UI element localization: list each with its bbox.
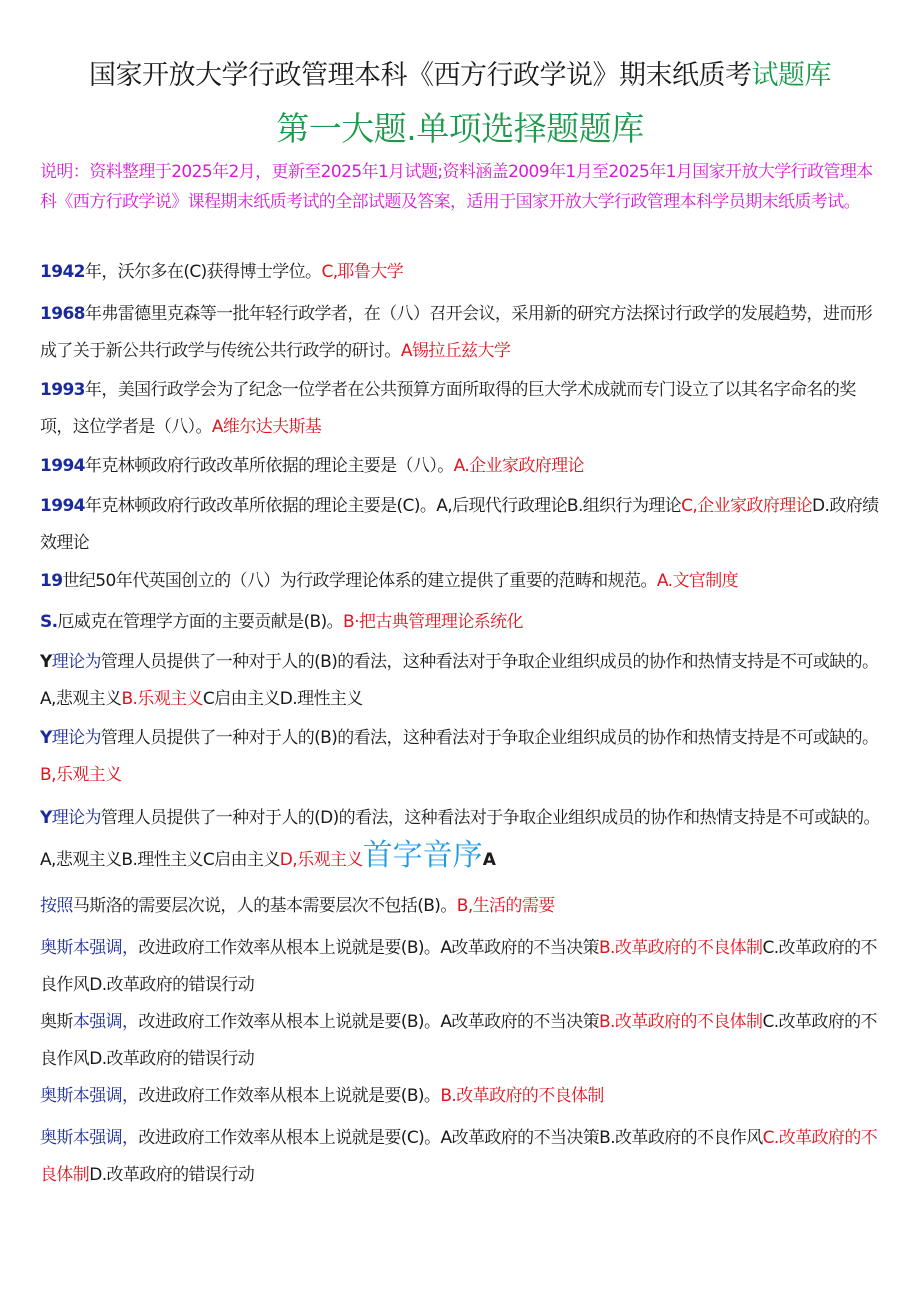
question-text: 厄威克在管理学方面的主要贡献是(B)。: [57, 612, 344, 632]
answer-text: A.企业家政府理论: [453, 456, 584, 476]
question-text: 年，沃尔多在(C)获得博士学位。: [84, 262, 322, 282]
question-lead-suffix: 本强调，: [72, 1012, 139, 1032]
answer-text: B.改革政府的不良体制: [598, 938, 763, 958]
question-item: [40, 800, 885, 879]
question-lead: 1994: [40, 456, 85, 476]
answer-text: A.文官制度: [656, 571, 739, 591]
answer-text: B.乐观主义: [121, 689, 203, 709]
answer-text: B,生活的需要: [456, 896, 555, 916]
question-text: 年，美国行政学会为了纪念一位学者在公共预算方面所取得的巨大学术成就而专门设立了以其名字命名的奖项，这位学者是（八）。: [40, 380, 856, 437]
question-lead: 1993: [40, 380, 85, 400]
question-lead: 按照: [40, 896, 73, 916]
question-text: 年克林顿政府行政改革所依据的理论主要是（八）。: [84, 456, 454, 476]
question-item: [40, 254, 885, 291]
question-text: 世纪50年代英国创立的（八）为行政学理论体系的建立提供了重要的范畴和规范。: [62, 571, 657, 591]
answer-text: C,耶鲁大学: [321, 262, 404, 282]
question-options-tail: C.改革政府的不良作风D.改革政府的错误行动: [40, 938, 877, 995]
answer-text: B.改革政府的不良体制: [598, 1012, 763, 1032]
question-lead: Y: [40, 808, 52, 828]
question-item: [40, 563, 885, 600]
question-text: 改进政府工作效率从根本上说就是要(B)。A改革政府的不当决策: [138, 938, 599, 958]
question-item: [40, 372, 885, 446]
title-main: 国家开放大学行政管理本科《西方行政学说》期末纸质考: [89, 60, 752, 91]
question-text: 改进政府工作效率从根本上说就是要(B)。A改革政府的不当决策: [138, 1012, 599, 1032]
question-lead: 奥斯本强调，: [40, 938, 139, 958]
question-item: [40, 720, 885, 794]
answer-text: A维尔达夫斯基: [211, 417, 322, 437]
title-green: 试题库: [751, 60, 831, 91]
question-item: [40, 488, 885, 562]
question-lead: Y: [40, 728, 52, 748]
page-title: [0, 56, 920, 96]
question-item: [40, 1120, 885, 1194]
answer-text: B,乐观主义: [40, 765, 122, 785]
question-lead: 19: [40, 571, 63, 591]
answer-text: B.改革政府的不良体制: [440, 1086, 604, 1106]
question-item: [40, 1078, 885, 1115]
question-item: [40, 296, 885, 370]
question-lead-suffix: 理论为: [51, 652, 101, 672]
question-item: [40, 448, 885, 485]
question-item: [40, 888, 885, 925]
index-tag: 首字音序: [362, 838, 483, 873]
answer-text: C.改革政府的不良体制: [40, 1128, 878, 1185]
question-lead: 奥斯本强调，: [40, 1128, 139, 1148]
index-letter: A: [482, 850, 496, 870]
question-text: 改进政府工作效率从根本上说就是要(B)。: [138, 1086, 441, 1106]
question-options-tail: D.改革政府的错误行动: [89, 1165, 255, 1185]
question-options-tail: D.政府绩效理论: [40, 496, 879, 553]
question-text: 管理人员提供了一种对于人的(B)的看法，这种看法对于争取企业组织成员的协作和热情支持是不可或缺的。: [100, 728, 879, 748]
question-lead: 1942: [40, 262, 85, 282]
question-text: 管理人员提供了一种对于人的(B)的看法，这种看法对于争取企业组织成员的协作和热情支持是不可或缺的。A,悲观主义: [40, 652, 879, 709]
question-lead: 奥斯本强调，: [40, 1086, 139, 1106]
question-lead: 1968: [40, 304, 85, 324]
question-options-tail: C.改革政府的不良作风D.改革政府的错误行动: [40, 1012, 877, 1069]
question-options-tail: C启由主义D.理性主义: [202, 689, 363, 709]
question-text: 马斯洛的需要层次说，人的基本需要层次不包括(B)。: [72, 896, 457, 916]
answer-text: C,企业家政府理论: [681, 496, 813, 516]
description-note: 说明：资料整理于2025年2月，更新至2025年1月试题;资料涵盖2009年1月至2025年1月国家开放大学行政管理本科《西方行政学说》课程期末纸质考试的全部试题及答案，适用于国家开放大学行政管理本科学员期末纸质考试。: [40, 162, 873, 212]
question-lead: 奥斯: [40, 1012, 73, 1032]
question-lead-suffix: 理论为: [51, 728, 101, 748]
question-lead-suffix: 理论为: [51, 808, 101, 828]
question-text: 改进政府工作效率从根本上说就是要(C)。A改革政府的不当决策B.改革政府的不良作风: [138, 1128, 763, 1148]
question-text: 年弗雷德里克森等一批年轻行政学者，在（八）召开会议，采用新的研究方法探讨行政学的发展趋势，进而形成了关于新公共行政学与传统公共行政学的研讨。: [40, 304, 873, 361]
question-text: 管理人员提供了一种对于人的(D)的看法，这种看法对于争取企业组织成员的协作和热情支持是不可或缺的。A,悲观主义B.理性主义C启由主义: [40, 808, 880, 870]
section-heading: 第一大题.单项选择题题库: [276, 109, 644, 148]
answer-text: D,乐观主义: [279, 850, 363, 870]
question-lead: 1994: [40, 496, 85, 516]
question-item: [40, 1004, 885, 1078]
question-text: 年克林顿政府行政改革所依据的理论主要是(C)。A,后现代行政理论B.组织行为理论: [84, 496, 682, 516]
question-lead: Y: [40, 652, 52, 672]
question-item: [40, 644, 885, 718]
answer-text: A锡拉丘兹大学: [400, 341, 511, 361]
question-item: [40, 930, 885, 1004]
question-lead: S.: [40, 612, 58, 632]
answer-text: B·把古典管理理论系统化: [343, 612, 523, 632]
question-item: [40, 604, 885, 641]
